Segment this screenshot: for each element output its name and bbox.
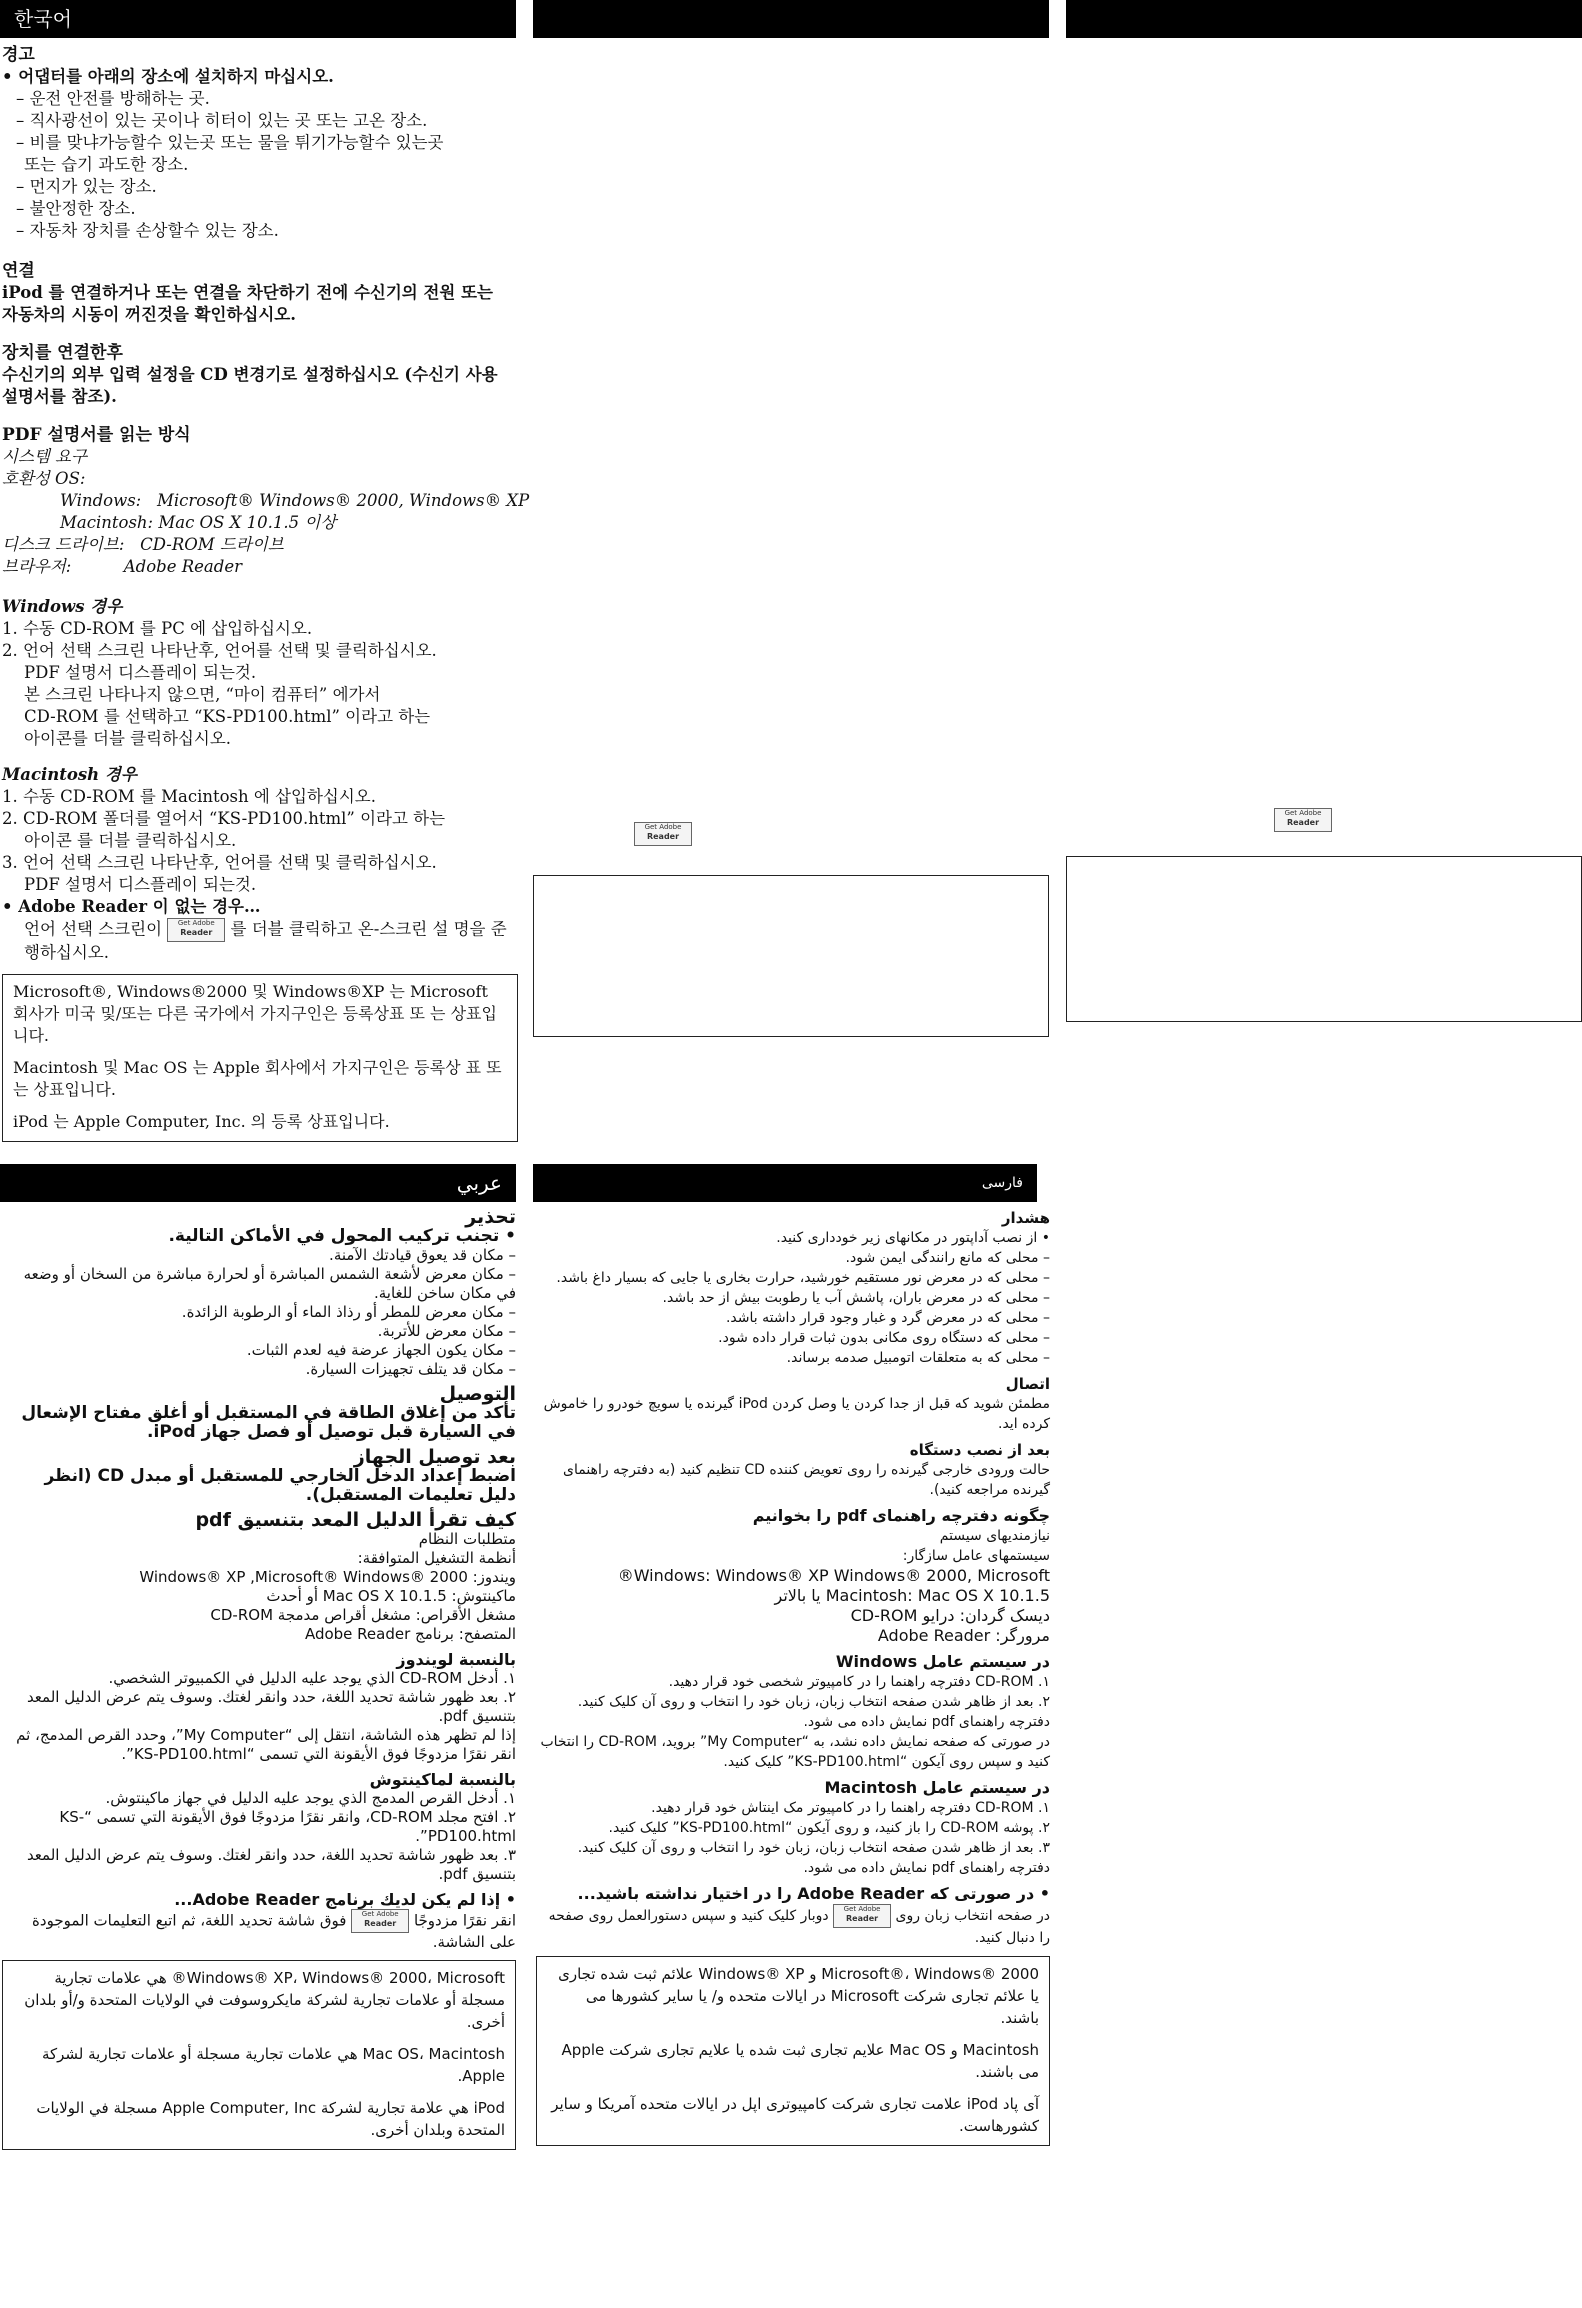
badge-line2: Reader <box>1286 818 1320 827</box>
mac-step: 1. 수동 CD-ROM 를 Macintosh 에 삽입하십시오. <box>2 787 376 806</box>
mac-step: ٢. پوشه CD-ROM را باز کنید، و روی آیکون “KS-PD100.html” کلیک کنید. <box>608 1820 1050 1836</box>
macintosh-title: بالنسبة لماكينتوش <box>369 1770 516 1789</box>
connect-text: iPod 를 연결하거나 또는 연결을 차단하기 전에 수신기의 전원 또는 자동차의 시동이 꺼진것을 확인하십시오. <box>2 283 493 324</box>
windows-step: PDF 설명서 디스플레이 되는것. <box>24 663 257 682</box>
connect-title: 연결 <box>2 261 35 281</box>
get-adobe-reader-icon[interactable] <box>833 1904 891 1928</box>
warning-item: – محلی که در معرض نور مستقیم خورشید، حرارت بخاری یا جایی که بسیار داغ باشد. <box>556 1270 1050 1286</box>
windows-step: CD-ROM 를 선택하고 “KS-PD100.html” 이라고 하는 <box>24 707 431 726</box>
mac-step: PDF 설명서 디스플레이 되는것. <box>24 875 257 894</box>
badge-line1: Get Adobe <box>644 823 682 831</box>
after-connect-text: 수신기의 외부 입력 설정을 CD 변경기로 설정하십시오 (수신기 사용 설명서를 참조). <box>2 365 498 406</box>
system-requirements: متطلبات النظام <box>418 1530 516 1548</box>
warning-item: – 먼지가 있는 장소. <box>16 177 157 196</box>
no-reader-text <box>2 918 514 964</box>
warning-item: – 불안정한 장소. <box>16 199 136 218</box>
os-label: سیستمهای عامل سازگار: <box>902 1548 1050 1564</box>
badge-line2: Reader <box>846 1914 879 1923</box>
os-mac: Macintosh: Mac OS X 10.1.5 이상 <box>60 513 337 532</box>
trademark-box <box>2 1960 516 2150</box>
no-reader-text-b: 를 더블 클릭하고 온-스크린 설 명을 준행하십시오. <box>24 919 507 962</box>
after-connect-title: 장치를 연결한후 <box>2 343 123 363</box>
windows-title: در سیستم عامل Windows <box>835 1652 1050 1671</box>
connect-title: التوصيل <box>439 1383 516 1405</box>
windows-step: 아이콘를 더블 클릭하십시오. <box>24 729 232 748</box>
connect-title: اتصال <box>1005 1375 1050 1393</box>
badge-line2: Reader <box>364 1919 397 1928</box>
mac-step: ١. أدخل القرص المدمج الذي يوجد عليه الدليل في جهاز ماكينتوش. <box>105 1789 516 1807</box>
trademark-note: Microsoft®, Windows®2000 및 Windows®XP 는 Microsoft 회사가 미국 및/또는 다른 국가에서 가지구인은 등록상표 또 는 상표입니다. <box>13 982 497 1045</box>
warning-item: – 직사광선이 있는 곳이나 히터이 있는 곳 또는 고온 장소. <box>16 111 428 130</box>
warning-item: – محلی که مانع رانندگی ایمن شود. <box>845 1250 1050 1266</box>
no-reader-text-b: دوبار کلیک کنید و سپس دستورالعمل روی صفحه را دنبال کنید. <box>548 1908 1050 1946</box>
warning-item: – محلی که در معرض باران، پاشش آب یا رطوبت بیش از حد باشد. <box>662 1290 1050 1306</box>
after-connect-text: اضبط إعداد الدخل الخارجي للمستقبل أو مبدل CD (انظر دليل تعليمات المستقبل). <box>44 1466 516 1505</box>
browser: مرورگر: Adobe Reader <box>877 1626 1050 1645</box>
windows-step: ٢. بعد ظهور شاشة تحديد اللغة، حدد وانقر لغتك. وسوف يتم عرض الدليل المعد بتنسيق pdf. <box>26 1688 516 1725</box>
mac-step: 아이콘 를 더블 클릭하십시오. <box>24 831 237 850</box>
trademark-note: Macintosh و Mac OS علایم تجاری ثبت شده یا علایم تجاری شرکت Apple می باشند. <box>561 2041 1039 2081</box>
korean-header <box>0 0 516 38</box>
os-label: 호환성 OS: <box>2 469 86 488</box>
system-requirements: نیازمندیهای سیستم <box>939 1528 1050 1544</box>
empty-note-box-right <box>1066 856 1582 1022</box>
warning-item: – مكان معرض للأتربة. <box>377 1322 516 1340</box>
farsi-section <box>536 1208 1050 2146</box>
badge-line1: Get Adobe <box>843 1905 881 1913</box>
pdf-guide-title: كيف تقرأ الدليل المعد بتنسيق pdf <box>195 1509 516 1531</box>
arabic-header <box>0 1164 516 1202</box>
browser: 브라우저: Adobe Reader <box>2 557 242 576</box>
mac-step: ١. CD-ROM دفترچه راهنما را در کامپیوتر مک اینتاش خود قرار دهید. <box>651 1800 1050 1816</box>
disk-drive: 디스크 드라이브: CD-ROM 드라이브 <box>2 535 284 554</box>
badge-line2: Reader <box>180 928 213 937</box>
badge-line1: Get Adobe <box>1284 809 1322 817</box>
warning-item: – 운전 안전를 방해하는 곳. <box>16 89 210 108</box>
no-reader-text <box>4 1909 516 1952</box>
no-reader-title: • در صورتی که Adobe Reader را در اختیار نداشته باشید... <box>577 1884 1050 1903</box>
arabic-section <box>4 1208 516 2150</box>
mac-step: 2. CD-ROM 폴더를 열어서 “KS-PD100.html” 이라고 하는 <box>2 809 446 828</box>
warning-title: تحذير <box>465 1206 516 1228</box>
warning-item: – مكان يكون الجهاز عرضة فيه لعدم الثبات. <box>246 1341 516 1359</box>
windows-title: بالنسبة لويندوز <box>396 1650 516 1669</box>
trademark-note: Windows® XP، Windows® 2000، Microsoft® هي علامات تجارية مسجلة أو علامات تجارية لشركة مايكروسوفت في الولايات المتحدة و/أو بلدان أخرى. <box>24 1969 505 2031</box>
windows-title: Windows 경우 <box>2 597 123 616</box>
trademark-box <box>536 1956 1050 2146</box>
os-windows: Windows: Microsoft® Windows® 2000, Windows® XP <box>60 491 530 510</box>
after-connect-title: بعد توصيل الجهاز <box>353 1446 516 1468</box>
trademark-note: آی پاد iPod علامت تجاری شرکت کامپیوتری اپل در ایالات متحده آمریکا و سایر کشورهاست. <box>551 2095 1039 2135</box>
warning-item: 또는 습기 과도한 장소. <box>24 155 189 174</box>
os-windows: Windows: Windows® XP Windows® 2000, Microsoft® <box>617 1566 1050 1585</box>
warning-item: – مكان معرض لأشعة الشمس المباشرة أو لحرارة مباشرة من السخان أو وضعه في مكان ساخن للغاية. <box>23 1265 516 1302</box>
trademark-note: Microsoft®، Windows® 2000 و Windows® XP علائم ثبت شده تجاری یا علائم تجاری شرکت Microsoft در ایالات متحده و/ یا سایر کشورها می باشند. <box>558 1965 1039 2027</box>
arabic-header-label: عربي <box>456 1171 502 1195</box>
warning-item: – مكان معرض للمطر أو رذاذ الماء أو الرطوبة الزائدة. <box>181 1303 516 1321</box>
warning-title: 경고 <box>2 45 35 65</box>
os-mac: ماكينتوش: Mac OS X 10.1.5 أو أحدث <box>266 1587 516 1605</box>
get-adobe-reader-icon[interactable] <box>1274 808 1332 832</box>
warning-item: – محلی که به متعلقات اتومبیل صدمه برساند. <box>786 1350 1050 1366</box>
os-windows: ويندوز: Windows® XP ,Microsoft® Windows® 2000 <box>139 1568 516 1586</box>
disk-drive: مشغل الأقراص: مشغل أقراص مدمجة CD-ROM <box>210 1606 516 1624</box>
windows-step: إذا لم تظهر هذه الشاشة، انتقل إلى “My Computer”، وحدد القرص المدمج، ثم انقر نقرًا مزدوجًا فوق الأيقونة التي تسمى “KS-PD100.html”. <box>16 1726 516 1763</box>
pdf-guide-title: چگونه دفترچه راهنمای pdf را بخوانیم <box>752 1506 1050 1525</box>
os-label: أنظمة التشغيل المتوافقة: <box>357 1549 516 1567</box>
trademark-note: Macintosh 및 Mac OS 는 Apple 회사에서 가지구인은 등록상 표 또는 상표입니다. <box>13 1058 502 1099</box>
trademark-box <box>2 974 518 1142</box>
badge-line1: Get Adobe <box>177 919 215 927</box>
korean-section <box>2 44 530 1142</box>
korean-header-label: 한국어 <box>14 7 72 31</box>
no-reader-title: • إذا لم يكن لديك برنامج Adobe Reader... <box>174 1890 516 1909</box>
get-adobe-reader-icon[interactable] <box>634 822 692 846</box>
warning-lead: • تجنب تركيب المحول في الأماكن التالية. <box>168 1226 516 1246</box>
warning-lead: • 어댑터를 아래의 장소에 설치하지 마십시오. <box>2 67 334 86</box>
macintosh-title: Macintosh 경우 <box>2 765 137 784</box>
windows-step: 1. 수동 CD-ROM 를 PC 에 삽입하십시오. <box>2 619 313 638</box>
badge-line1: Get Adobe <box>361 1910 399 1918</box>
warning-item: – مكان قد يعوق قيادتك الآمنة. <box>329 1246 516 1264</box>
os-mac: Macintosh: Mac OS X 10.1.5 یا بالاتر <box>774 1586 1050 1605</box>
after-connect-text: حالت ورودی خارجی گیرنده را روی تعویض کننده CD تنظیم کنید (به دفترچه راهنمای گیرنده مراجعه کنید). <box>563 1462 1050 1498</box>
warning-item: – مكان قد يتلف تجهيزات السيارة. <box>305 1360 516 1378</box>
mac-step: 3. 언어 선택 스크린 나타난후, 언어를 선택 및 클릭하십시오. <box>2 853 437 872</box>
warning-lead: • از نصب آداپتور در مکانهای زیر خودداری کنید. <box>776 1230 1050 1246</box>
mac-step: ٣. بعد ظهور شاشة تحديد اللغة، حدد وانقر لغتك. وسوف يتم عرض الدليل المعد بتنسيق pdf. <box>26 1846 516 1883</box>
after-connect-title: بعد از نصب دستگاه <box>909 1441 1050 1459</box>
connect-text: تأكد من إغلاق الطاقة في المستقبل أو أغلق مفتاح الإشعال في السيارة قبل توصيل أو فصل جهاز iPod. <box>21 1403 516 1442</box>
browser: المتصفح: برنامج Adobe Reader <box>304 1625 516 1643</box>
badge-line2: Reader <box>646 832 680 841</box>
windows-step: ١. CD-ROM دفترچه راهنما را در کامپیوتر شخصی خود قرار دهید. <box>668 1674 1050 1690</box>
trademark-note: iPod هي علامة تجارية لشركة Apple Computer, Inc مسجلة في الولايات المتحدة وبلدان أخرى. <box>36 2099 505 2139</box>
mac-step: ٣. بعد از ظاهر شدن صفحه انتخاب زبان، زبان خود را انتخاب و روی آن کلیک کنید. دفترچه راهنمای pdf نمایش داده می شود. <box>577 1840 1050 1876</box>
empty-note-box-middle <box>533 875 1049 1037</box>
blank-header-right <box>1066 0 1582 38</box>
windows-step: در صورتی که صفحه نمایش داده نشد، به “My Computer” بروید، CD-ROM را انتخاب کنید و سپس روی آیکون “KS-PD100.html” کلیک کنید. <box>540 1734 1050 1770</box>
warning-item: – 자동차 장치를 손상할수 있는 장소. <box>16 221 279 240</box>
no-reader-text-a: انقر نقرًا مزدوجًا <box>413 1911 516 1930</box>
connect-text: مطمئن شوید که قبل از جدا کردن یا وصل کردن iPod گیرنده یا سویچ خودرو را خاموش کرده اید. <box>543 1396 1050 1432</box>
warning-title: هشدار <box>1001 1209 1050 1227</box>
get-adobe-reader-icon[interactable] <box>167 918 225 942</box>
blank-header-middle <box>533 0 1049 38</box>
no-reader-title: • Adobe Reader 이 없는 경우… <box>2 897 261 916</box>
windows-step: ٢. بعد از ظاهر شدن صفحه انتخاب زبان، زبان خود را انتخاب و روی آن کلیک کنید. دفترچه راهنمای pdf نمایش داده می شود. <box>577 1694 1050 1730</box>
farsi-header <box>533 1164 1037 1202</box>
pdf-guide-title: PDF 설명서를 읽는 방식 <box>2 425 191 445</box>
no-reader-text-a: در صفحه انتخاب زبان روی <box>895 1908 1050 1924</box>
windows-step: 본 스크린 나타나지 않으면, “마이 컴퓨터” 에가서 <box>24 685 381 704</box>
no-reader-text-a: 언어 선택 스크린이 <box>24 919 163 939</box>
windows-step: 2. 언어 선택 스크린 나타난후, 언어를 선택 및 클릭하십시오. <box>2 641 437 660</box>
macintosh-title: در سیستم عامل Macintosh <box>824 1778 1050 1797</box>
warning-item: – محلی که دستگاه روی مکانی بدون ثبات قرار داده شود. <box>718 1330 1050 1346</box>
farsi-header-label: فارسی <box>981 1175 1023 1191</box>
warning-item: – 비를 맞냐가능할수 있는곳 또는 물을 튀기가능할수 있는곳 <box>16 133 444 152</box>
windows-step: ١. أدخل CD-ROM الذي يوجد عليه الدليل في الكمبيوتر الشخصي. <box>108 1669 516 1687</box>
no-reader-text-b: فوق شاشة تحديد اللغة، ثم اتبع التعليمات الموجودة على الشاشة. <box>32 1911 516 1951</box>
disk-drive: دیسک گردان: درایو CD-ROM <box>850 1606 1050 1625</box>
no-reader-text <box>536 1904 1050 1948</box>
trademark-note: iPod 는 Apple Computer, Inc. 의 등록 상표입니다. <box>13 1112 390 1131</box>
mac-step: ٢. افتح مجلد CD-ROM، وانقر نقرًا مزدوجًا فوق الأيقونة التي تسمى “KS-PD100.html”. <box>59 1808 516 1845</box>
get-adobe-reader-icon[interactable] <box>351 1909 409 1933</box>
trademark-note: Mac OS، Macintosh هي علامات تجارية مسجلة أو علامات تجارية لشركة Apple. <box>41 2045 505 2085</box>
warning-item: – محلی که در معرض گرد و غبار وجود قرار داشته باشد. <box>725 1310 1050 1326</box>
system-requirements: 시스템 요구 <box>2 447 87 466</box>
